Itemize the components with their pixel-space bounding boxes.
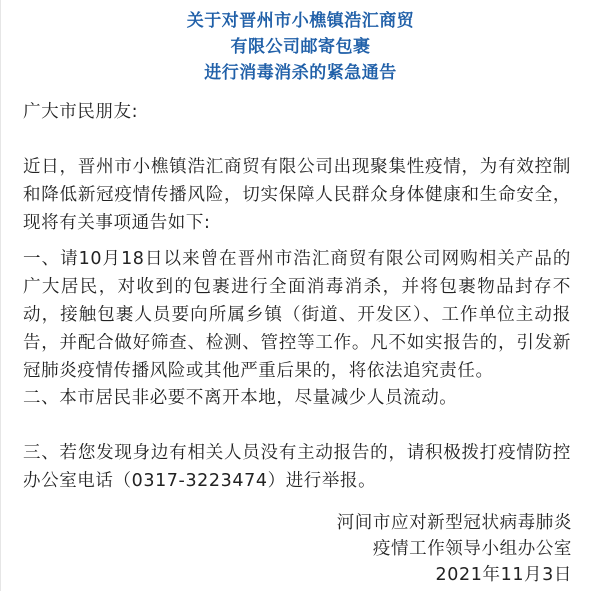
item-2-text: 二、本市居民非必要不离开本地，尽量减少人员流动。 <box>23 388 458 408</box>
item-1-text: 一、请10月18日以来曾在晋州市浩汇商贸有限公司网购相关产品的广大居民，对收到的包裹进行全面消毒消杀，并将包裹物品封存不动，接触包裹人员要向所属乡镇（街道、开发区）、工作单位主动报告，并配合做好筛查、检测、管控等工作。凡不如实报告的，引发新冠肺炎疫情传播风险或其他严重后果的，将依法追究责任。 <box>23 249 571 381</box>
intro-text: 近日，晋州市小樵镇浩汇商贸有限公司出现聚集性疫情，为有效控制和降低新冠疫情传播风险，切实保障人民群众身体健康和生命安全，现将有关事项通告如下: <box>23 157 571 233</box>
title-line-1: 关于对晋州市小樵镇浩汇商贸 <box>186 11 415 31</box>
notice-item-2 <box>23 384 571 412</box>
greeting-text: 广大市民朋友: <box>23 102 139 122</box>
issuer-line-2: 疫情工作领导小组办公室 <box>372 539 572 559</box>
notice-title <box>1 8 600 86</box>
signature-block <box>337 510 572 588</box>
issuer-line-1: 河间市应对新型冠状病毒肺炎 <box>336 513 572 533</box>
item-3-text: 三、若您发现身边有相关人员没有主动报告的，请积极拨打疫情防控办公室电话（0317-3223474）进行举报。 <box>23 443 571 491</box>
notice-item-3 <box>23 439 571 495</box>
issue-date: 2021年11月3日 <box>435 565 572 585</box>
title-line-3: 进行消毒消杀的紧急通告 <box>204 63 397 83</box>
greeting <box>23 98 571 126</box>
intro-paragraph <box>23 153 571 237</box>
title-line-2: 有限公司邮寄包裹 <box>230 37 371 57</box>
notice-item-1 <box>23 245 571 385</box>
